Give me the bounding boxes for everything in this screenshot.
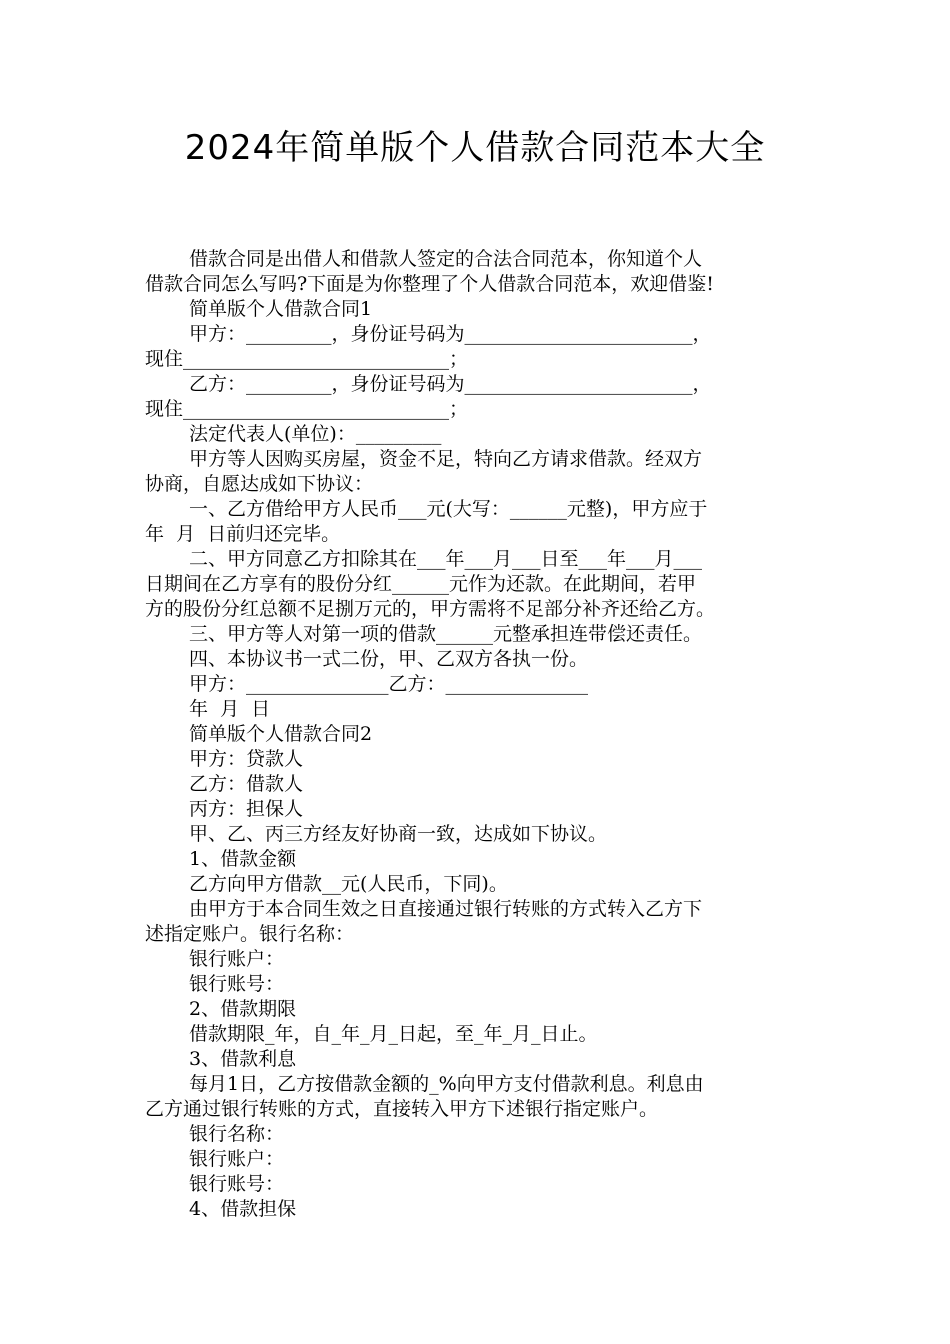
document-line: 法定代表人(单位)：_________	[189, 423, 442, 445]
document-line: 年 月 日前归还完毕。	[145, 523, 341, 545]
document-title: 2024年简单版个人借款合同范本大全	[184, 128, 766, 168]
document-body	[145, 247, 810, 1222]
document-line: 甲方：_________，身份证号码为________________________，	[189, 323, 712, 345]
document-line: 4、借款担保	[189, 1198, 297, 1220]
document-line: 甲方：贷款人	[189, 748, 304, 770]
document-line: 甲方等人因购买房屋，资金不足，特向乙方请求借款。经双方	[189, 448, 703, 470]
document-line: 方的股份分红总额不足捌万元的，甲方需将不足部分补齐还给乙方。	[145, 598, 716, 620]
document-line: 每月1日，乙方按借款金额的_%向甲方支付借款利息。利息由	[189, 1073, 704, 1095]
document-line: 由甲方于本合同生效之日直接通过银行转账的方式转入乙方下	[189, 898, 703, 920]
document-line: 3、借款利息	[189, 1048, 297, 1070]
document-line: 银行账户：	[189, 948, 285, 970]
document-line: 三、甲方等人对第一项的借款______元整承担连带偿还责任。	[189, 623, 703, 645]
document-line: 乙方通过银行转账的方式，直接转入甲方下述银行指定账户。	[145, 1098, 659, 1120]
document-line: 简单版个人借款合同2	[189, 723, 373, 745]
document-line: 借款合同怎么写吗?下面是为你整理了个人借款合同范本，欢迎借鉴!	[145, 273, 714, 295]
document-line: 乙方向甲方借款__元(人民币，下同)。	[189, 873, 508, 895]
document-line: 乙方：_________，身份证号码为________________________，	[189, 373, 712, 395]
document-line: 借款合同是出借人和借款人签定的合法合同范本，你知道个人	[189, 248, 703, 270]
document-line: 银行账号：	[189, 973, 285, 995]
document-line: 一、乙方借给甲方人民币___元(大写：______元整)，甲方应于	[189, 498, 708, 520]
document-line: 现住____________________________；	[145, 398, 469, 420]
document-line: 借款期限_年，自_年_月_日起，至_年_月_日止。	[189, 1023, 598, 1045]
document-line: 日期间在乙方享有的股份分红______元作为还款。在此期间，若甲	[145, 573, 697, 595]
document-line: 1、借款金额	[189, 848, 297, 870]
document-line: 述指定账户。银行名称：	[145, 923, 355, 945]
document-line: 丙方：担保人	[189, 798, 304, 820]
document-line: 乙方：借款人	[189, 773, 304, 795]
document-line: 银行名称：	[189, 1123, 285, 1145]
document-line: 现住____________________________；	[145, 348, 469, 370]
document-line: 甲、乙、丙三方经友好协商一致，达成如下协议。	[189, 823, 608, 845]
document-line: 二、甲方同意乙方扣除其在___年___月___日至___年___月___	[189, 548, 703, 570]
document-line: 四、本协议书一式二份，甲、乙双方各执一份。	[189, 648, 589, 670]
document-line: 简单版个人借款合同1	[189, 298, 373, 320]
document-line: 银行账户：	[189, 1148, 285, 1170]
document-line: 甲方：_______________乙方：_______________	[189, 673, 589, 695]
document-line: 协商，自愿达成如下协议：	[145, 473, 374, 495]
document-line: 银行账号：	[189, 1173, 285, 1195]
document-line: 年 月 日	[189, 698, 271, 720]
document-line: 2、借款期限	[189, 998, 297, 1020]
